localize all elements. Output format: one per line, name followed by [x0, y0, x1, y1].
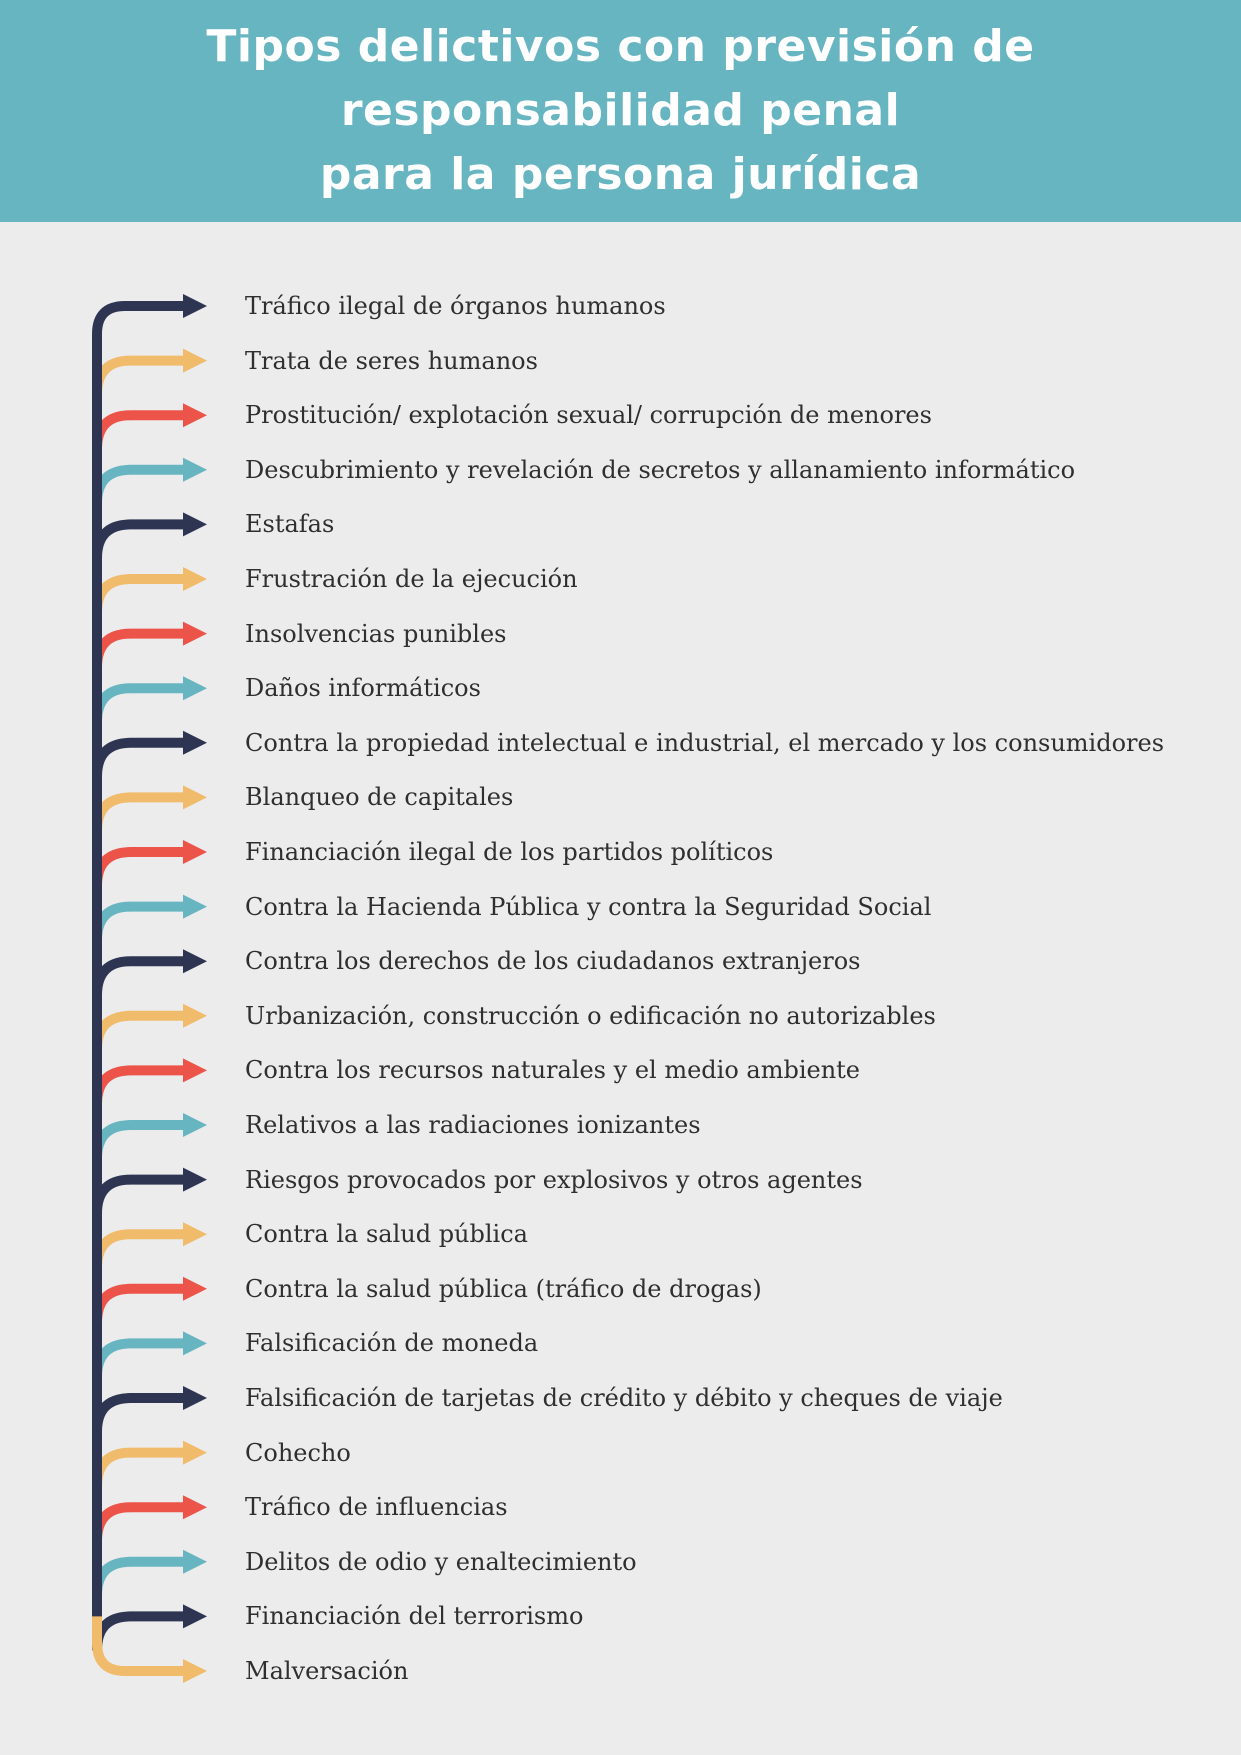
arrow-line-18: [97, 1234, 185, 1268]
arrow-line-6: [97, 579, 185, 613]
arrow-head-14: [183, 1004, 207, 1028]
list-item: Falsificación de tarjetas de crédito y débito y cheques de viaje: [245, 1384, 1003, 1412]
list-item: Trata de seres humanos: [245, 346, 538, 375]
arrow-head-8: [183, 676, 207, 700]
arrow-line-17: [97, 1180, 185, 1214]
arrow-head-11: [183, 840, 207, 864]
arrow-line-12: [97, 907, 185, 941]
arrow-head-16: [183, 1113, 207, 1137]
list-item: Riesgos provocados por explosivos y otros agentes: [245, 1165, 863, 1194]
arrow-line-5: [97, 524, 185, 558]
list-item: Financiación del terrorismo: [245, 1602, 584, 1631]
list-item: Contra la salud pública: [245, 1220, 528, 1249]
list-item: Malversación: [245, 1657, 409, 1685]
arrow-line-11: [97, 852, 185, 886]
arrow-head-4: [183, 458, 207, 482]
arrow-head-25: [183, 1604, 207, 1628]
list-item: Prostitución/ explotación sexual/ corrupción de menores: [245, 401, 932, 430]
arrow-line-23: [97, 1507, 185, 1541]
list-item: Tráfico de influencias: [245, 1493, 508, 1522]
arrow-head-23: [183, 1495, 207, 1519]
arrow-line-24: [97, 1562, 185, 1596]
list-item: Contra los derechos de los ciudadanos extranjeros: [245, 947, 861, 976]
arrow-head-12: [183, 895, 207, 919]
arrow-line-25: [97, 1616, 185, 1650]
arrow-line-13: [97, 961, 185, 995]
arrow-line-16: [97, 1125, 185, 1159]
arrow-line-4: [97, 470, 185, 504]
list-item: Contra la Hacienda Pública y contra la Seguridad Social: [245, 892, 932, 921]
list-item: Insolvencias punibles: [245, 619, 507, 648]
list-item: Relativos a las radiaciones ionizantes: [245, 1111, 701, 1139]
list-item: Cohecho: [245, 1438, 351, 1467]
arrow-head-22: [183, 1441, 207, 1465]
arrow-line-20: [97, 1343, 185, 1377]
list-item: Daños informáticos: [245, 674, 481, 703]
arrow-head-21: [183, 1386, 207, 1410]
arrow-head-6: [183, 567, 207, 591]
list-item: Tráfico ilegal de órganos humanos: [245, 292, 666, 320]
arrow-line-22: [97, 1453, 185, 1487]
list-item: Contra la propiedad intelectual e industrial, el mercado y los consumidores: [245, 728, 1165, 757]
list-item: Falsificación de moneda: [245, 1329, 539, 1358]
list-item: Blanqueo de capitales: [245, 783, 514, 812]
arrow-head-26: [183, 1659, 207, 1683]
list-item: Estafas: [245, 510, 335, 539]
list-item: Contra la salud pública (tráfico de drogas): [245, 1274, 762, 1303]
arrow-head-5: [183, 512, 207, 536]
arrow-line-21: [97, 1398, 185, 1432]
list-item: Descubrimiento y revelación de secretos y allanamiento informático: [245, 455, 1076, 484]
arrow-line-14: [97, 1016, 185, 1050]
arrow-head-1: [183, 294, 207, 318]
arrow-head-15: [183, 1058, 207, 1082]
arrow-line-19: [97, 1289, 185, 1323]
list-item: Urbanización, construcción o edificación no autorizables: [245, 1001, 936, 1030]
arrow-head-20: [183, 1331, 207, 1355]
list-item: Contra los recursos naturales y el medio ambiente: [245, 1056, 861, 1085]
title-line-2: para la persona jurídica: [319, 149, 922, 200]
arrow-head-18: [183, 1222, 207, 1246]
arrow-line-2: [97, 361, 185, 395]
arrow-head-3: [183, 403, 207, 427]
arrow-head-10: [183, 785, 207, 809]
title-line-1: Tipos delictivos con previsión de responsabilidad penal: [206, 21, 1035, 136]
arrow-head-24: [183, 1550, 207, 1574]
arrow-line-10: [97, 797, 185, 831]
arrow-head-13: [183, 949, 207, 973]
list-item: Financiación ilegal de los partidos políticos: [245, 838, 774, 866]
arrow-head-7: [183, 622, 207, 646]
arrow-line-3: [97, 415, 185, 449]
list-item: Frustración de la ejecución: [245, 565, 578, 593]
arrow-line-15: [97, 1070, 185, 1104]
list-item: Delitos de odio y enaltecimiento: [245, 1547, 637, 1576]
arrow-line-7: [97, 634, 185, 668]
arrow-head-17: [183, 1168, 207, 1192]
arrow-head-2: [183, 349, 207, 373]
arrow-head-9: [183, 731, 207, 755]
arrow-line-1: [97, 306, 185, 334]
arrow-line-8: [97, 688, 185, 722]
arrow-line-9: [97, 743, 185, 777]
arrow-head-19: [183, 1277, 207, 1301]
